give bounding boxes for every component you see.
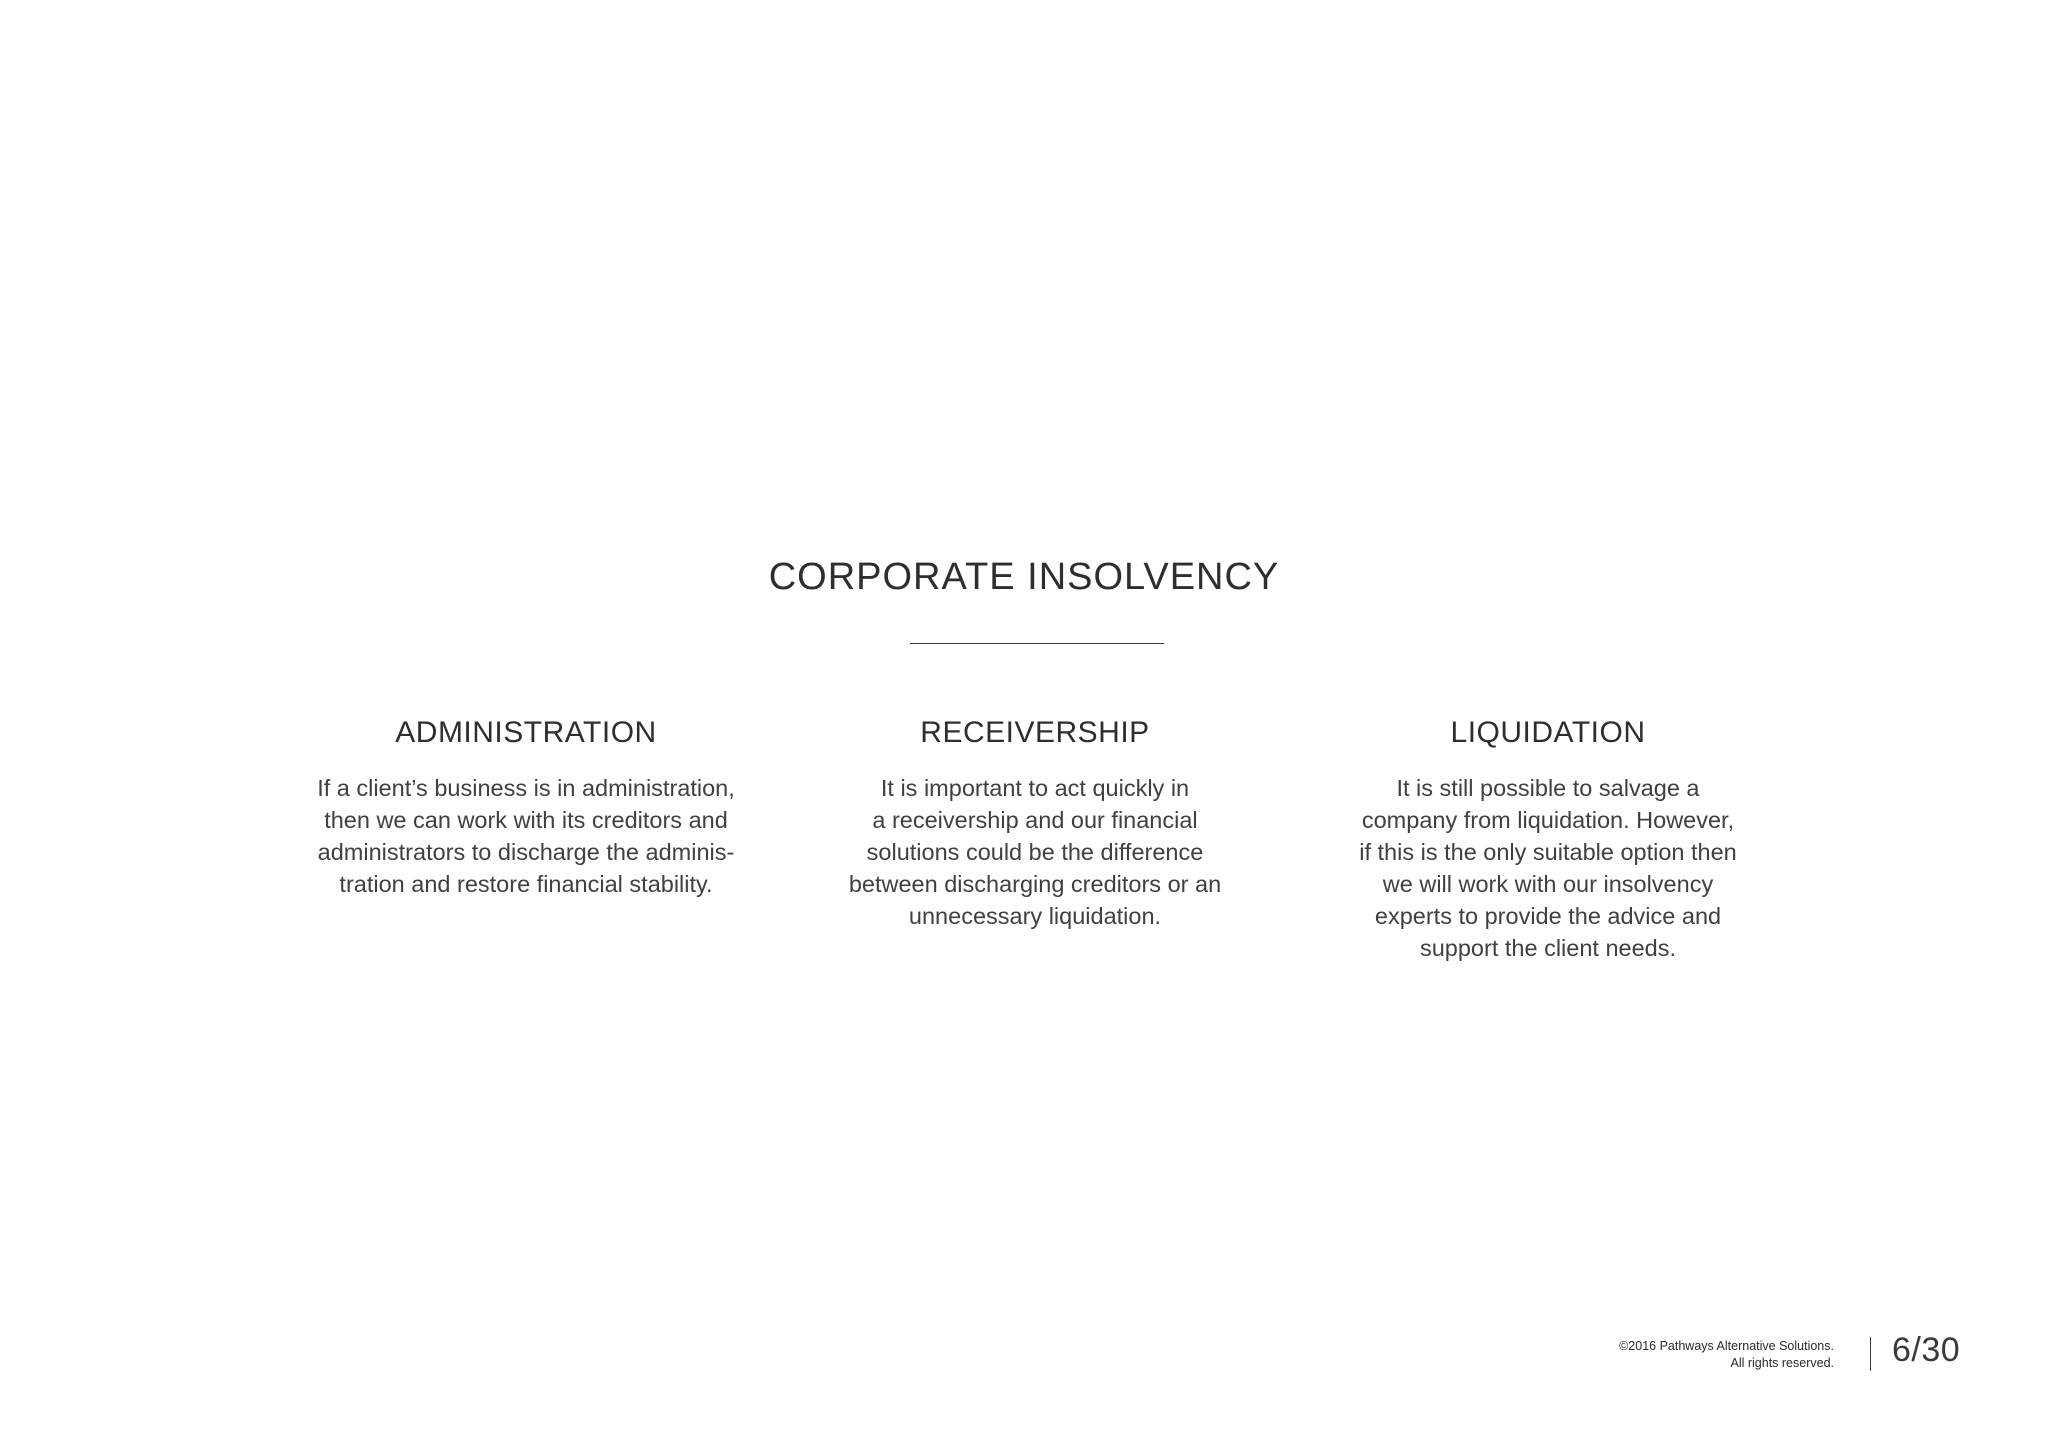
column-body	[785, 772, 1285, 932]
body-line: a receivership and our financial	[872, 807, 1198, 833]
title-divider	[910, 643, 1164, 644]
column-body	[1298, 772, 1798, 964]
footer-copyright	[1619, 1338, 1834, 1372]
column-receivership	[785, 712, 1285, 932]
column-heading: ADMINISTRATION	[395, 716, 657, 749]
body-line: solutions could be the difference	[866, 839, 1204, 865]
page-title: CORPORATE INSOLVENCY	[768, 556, 1280, 598]
column-body	[276, 772, 776, 900]
body-line: unnecessary liquidation.	[908, 903, 1162, 929]
body-line: if this is the only suitable option then	[1359, 839, 1737, 865]
column-heading: LIQUIDATION	[1450, 716, 1646, 749]
column-liquidation	[1298, 712, 1798, 964]
copyright-line: All rights reserved.	[1730, 1356, 1834, 1370]
body-line: It is important to act quickly in	[880, 775, 1190, 801]
body-line: experts to provide the advice and	[1374, 903, 1722, 929]
body-line: we will work with our insolvency	[1382, 871, 1714, 897]
body-line: company from liquidation. However,	[1361, 807, 1735, 833]
body-line: support the client needs.	[1419, 935, 1677, 961]
body-line: then we can work with its creditors and	[324, 807, 728, 833]
copyright-line: ©2016 Pathways Alternative Solutions.	[1619, 1339, 1834, 1353]
footer-separator	[1870, 1337, 1871, 1371]
column-administration	[276, 712, 776, 900]
body-line: If a client’s business is in administration,	[317, 775, 735, 801]
body-line: It is still possible to salvage a	[1396, 775, 1700, 801]
page-number: 6/30	[1892, 1331, 1961, 1369]
body-line: tration and restore financial stability.	[339, 871, 713, 897]
body-line: administrators to discharge the adminis-	[317, 839, 735, 865]
body-line: between discharging creditors or an	[848, 871, 1222, 897]
column-heading: RECEIVERSHIP	[920, 716, 1150, 749]
